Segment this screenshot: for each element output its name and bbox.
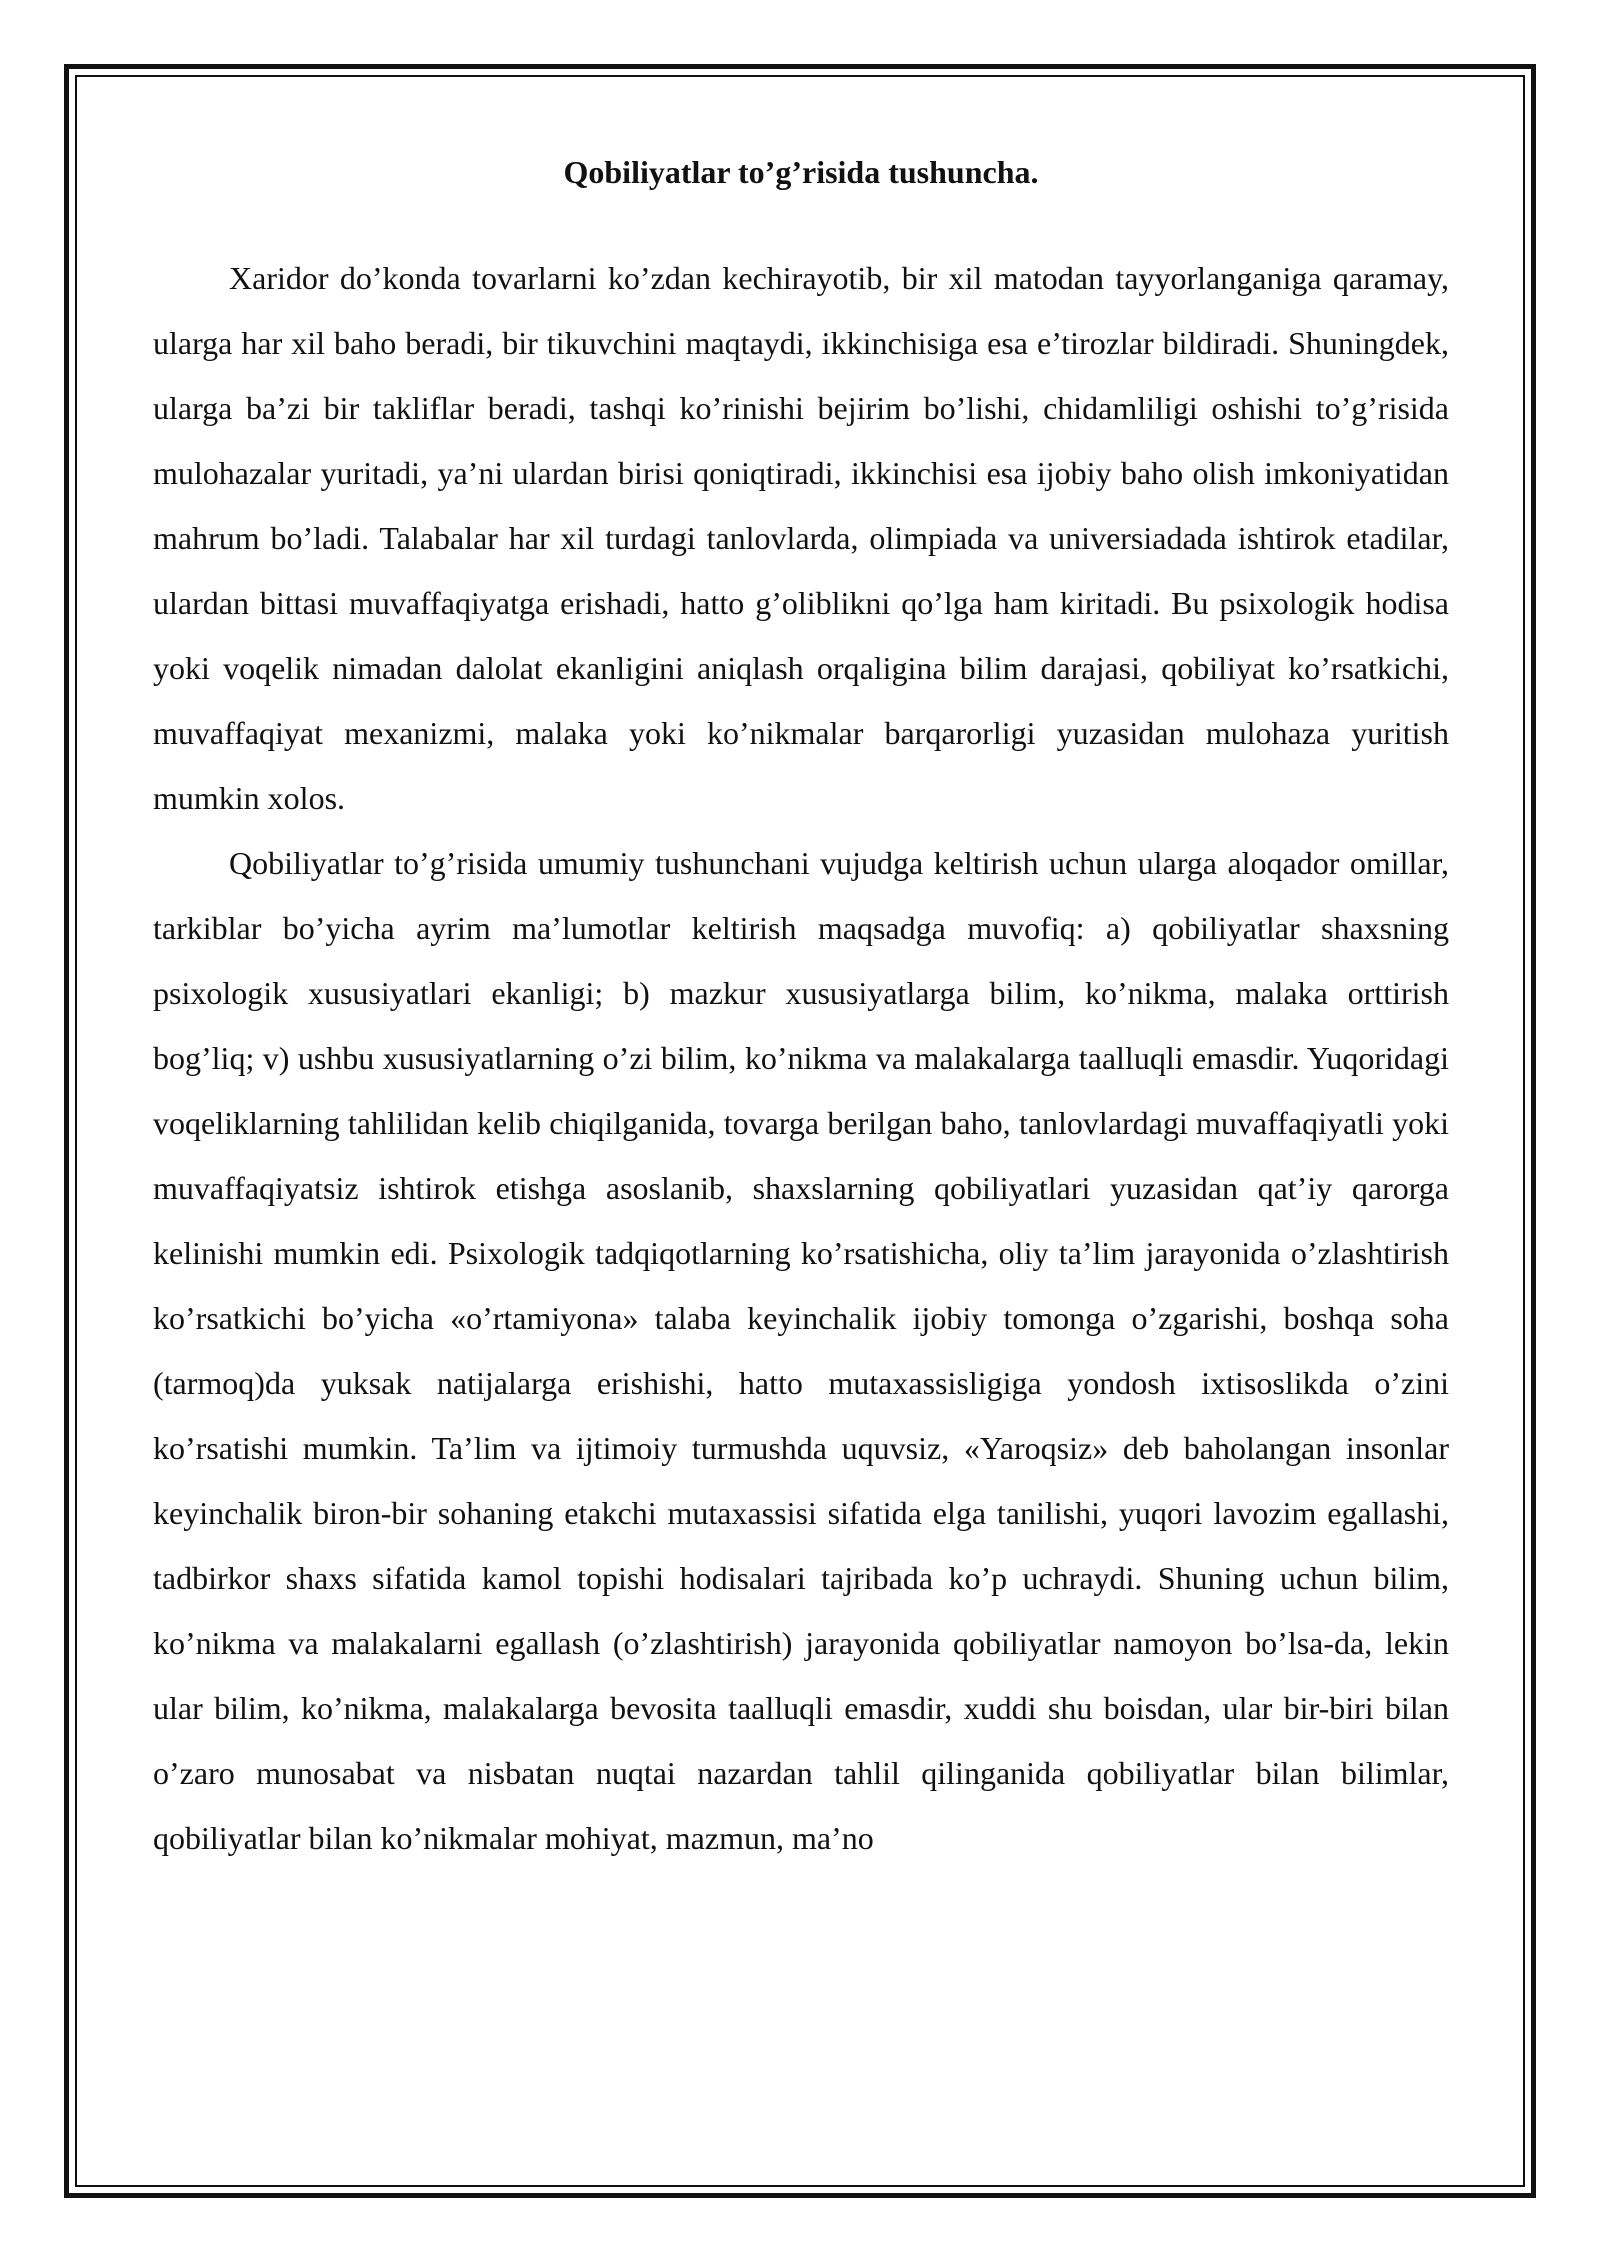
paragraph-2: Qobiliyatlar to’g’risida umumiy tushunchani vujudga keltirish uchun ularga aloqador omillar, tarkiblar bo’yicha ayrim ma’lumotlar keltirish maqsadga muvofiq: a) qobiliyatlar shaxsning psixologik xususiyatlari ekanligi; b) mazkur xususiyatlarga bilim, ko’nikma, malaka orttirish bog’liq; v) ushbu xususiyatlarning o’zi bilim, ko’nikma va malakalarga taalluqli emasdir. Yuqoridagi voqeliklarning tahlilidan kelib chiqilganida, tovarga berilgan baho, tanlovlardagi muvaffaqiyatli yoki muvaffaqiyatsiz ishtirok etishga asoslanib, shaxslarning qobiliyatlari yuzasidan qat’iy qarorga kelinishi mumkin edi. Psixologik tadqiqotlarning ko’rsatishicha, oliy ta’lim jarayonida o’zlashtirish ko’rsatkichi bo’yicha «o’rtamiyona» talaba keyinchalik ijobiy tomonga o’zgarishi, boshqa soha (tarmoq)da yuksak natijalarga erishishi, hatto mutaxassisligiga yondosh ixtisoslikda o’zini ko’rsatishi mumkin. Ta’lim va ijtimoiy turmushda uquvsiz, «Yaroqsiz» deb baholangan insonlar keyinchalik biron-bir sohaning etakchi mutaxassisi sifatida elga tanilishi, yuqori lavozim egallashi, tadbirkor shaxs sifatida kamol topishi hodisalari tajribada ko’p uchraydi. Shuning uchun bilim, ko’nikma va malakalarni egallash (o’zlashtirish) jarayonida qobiliyatlar namoyon bo’lsa-da, lekin ular bilim, ko’nikma, malakalarga bevosita taalluqli emasdir, xuddi shu boisdan, ular bir-biri bilan o’zaro munosabat va nisbatan nuqtai nazardan tahlil qilinganida qobiliyatlar bilan bilimlar, qobiliyatlar bilan ko’nikmalar mohiyat, mazmun, ma’no — [153, 845, 1449, 1856]
paragraph-1: Xaridor do’konda tovarlarni ko’zdan kechirayotib, bir xil matodan tayyorlanganiga qaramay, ularga har xil baho beradi, bir tikuvchini maqtaydi, ikkinchisiga esa e’tirozlar bildiradi. Shuningdek, ularga ba’zi bir takliflar beradi, tashqi ko’rinishi bejirim bo’lishi, chidamliligi oshishi to’g’risida mulohazalar yuritadi, ya’ni ulardan birisi qoniqtiradi, ikkinchisi esa ijobiy baho olish imkoniyatidan mahrum bo’ladi. Talabalar har xil turdagi tanlovlarda, olimpiada va universiadada ishtirok etadilar, ulardan bittasi muvaffaqiyatga erishadi, hatto g’oliblikni qo’lga ham kiritadi. Bu psixologik hodisa yoki voqelik nimadan dalolat ekanligini aniqlash orqaligina bilim darajasi, qobiliyat ko’rsatkichi, muvaffaqiyat mexanizmi, malaka yoki ko’nikmalar barqarorligi yuzasidan mulohaza yuritish mumkin xolos. — [153, 260, 1449, 816]
document-body — [153, 150, 1449, 1871]
document-title: Qobiliyatlar to’g’risida tushuncha. — [563, 154, 1039, 190]
